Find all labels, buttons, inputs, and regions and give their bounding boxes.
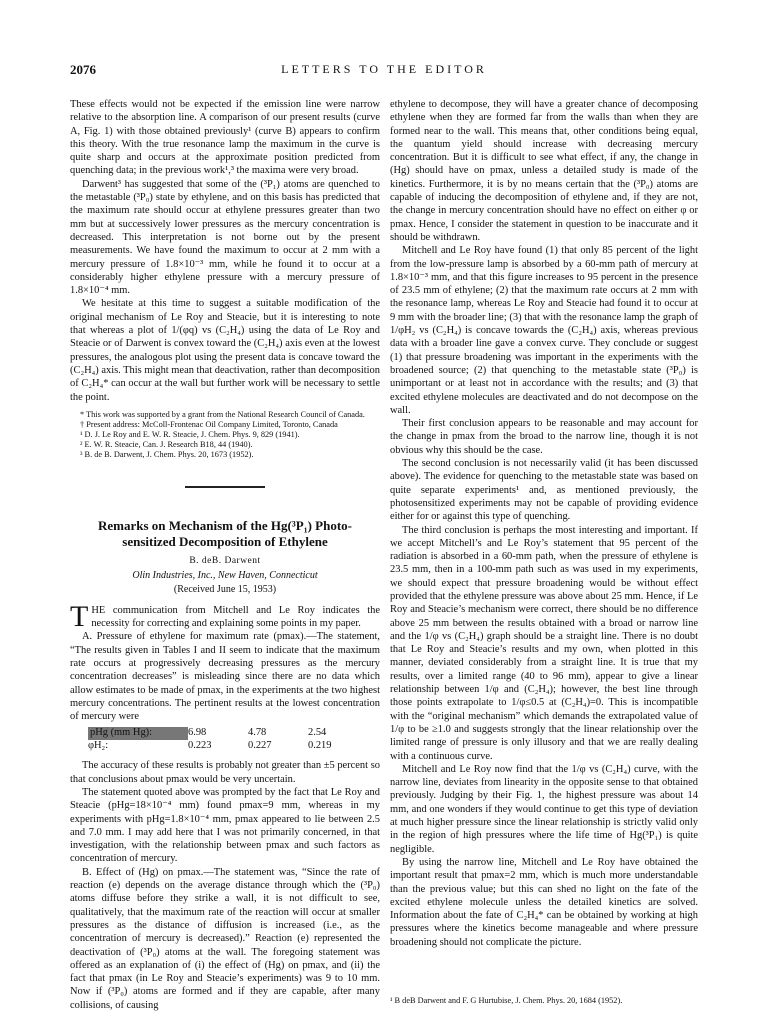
body-paragraph: Their first conclusion appears to be reasonable and may account for the change in pmax from the broad to the narrow line, though it is not obvious why this should be the case. [390, 418, 698, 456]
table-cell: 0.227 [248, 739, 272, 751]
right-column [390, 98, 698, 949]
table-label-phiH2: φH₂: [88, 739, 109, 751]
page-header [70, 62, 698, 78]
body-paragraph: Darwent³ has suggested that some of the (³P₁) atoms are quenched to the metastable (³P₀) state by ethylene, and on this basis has predicted that the maximum rate should occur at ethylene pressures greater than two mm but at successively lower pressures as the mercury concentration is decreased. This interpretation is not borne out by the present measurements. We have found the maximum to occur at 2 mm with a mercury pressure of 1.8×10⁻³ mm, while he found it to occur at a considerably higher ethylene pressure with a mercury pressure of 1.8×10⁻⁴ mm. [70, 178, 380, 297]
table-cell: 0.219 [308, 739, 332, 751]
table-row-label [88, 727, 188, 740]
table-cell: 4.78 [248, 727, 267, 739]
article-author: B. deB. Darwent [189, 555, 261, 566]
body-paragraph: The statement quoted above was prompted by the fact that Le Roy and Steacie (pHg=18×10⁻⁴ mm) found pmax=9 mm, whereas in my experiments with pHg=1.8×10⁻⁴ mm, pmax appeared to lie between 2.5 and 7.0 mm. I may add here that I was not primarily concerned, in that investigation, with the relationship between pmax and such factors as concentration of mercury. [70, 786, 380, 865]
section-divider [185, 486, 265, 488]
table-cell: 0.223 [188, 739, 212, 751]
footnote: ¹ D. J. Le Roy and E. W. R. Steacie, J. Chem. Phys. 9, 829 (1941). [80, 429, 300, 439]
body-paragraph: ethylene to decompose, they will have a greater chance of decomposing ethylene when they are formed far from the walls than when they are formed near to the wall. This means that, other conditions being equal, the quantum yield should increase with decreasing mercury concentration. But it is difficult to see what effect, if any, the change in (Hg) should have on pmax, unless a detailed study is made of the kinetics. Furthermore, it is by no means certain that the (³P₀) atoms are capable of inducing the decomposition of ethylene and, if they are not, the change in mercury concentration should have no effect on either φ or pmax. Hence, I consider the statement in question to be inaccurate and it should be withdrawn. [390, 99, 698, 243]
body-paragraph: We hesitate at this time to suggest a suitable modification of the original mechanism of Le Roy and Steacie, but it is interesting to note that whereas a plot of 1/(φq) vs (C₂H₄) using the data of Le Roy and Steacie or of Darwent is convex toward the (C₂H₄) axis even at the lowest pressures, the analogous plot using the present data is concave toward the (C₂H₄) axis. This might mean that deactivation, rather than decomposition of C₂H₄* can occur at the wall but further work will be necessary to settle the point. [70, 298, 380, 403]
table-label-pHg: pHg (mm Hg): [88, 727, 188, 740]
footnote: ² E. W. R. Steacie, Can. J. Research B18, 44 (1940). [80, 439, 253, 449]
results-table [88, 727, 380, 752]
intro-text: HE communication from Mitchell and Le Roy indicates the necessity for correcting and explaining some points in my paper. [91, 604, 380, 630]
received-date: (Received June 15, 1953) [173, 584, 277, 596]
body-paragraph: The second conclusion is not necessarily valid (it has been discussed above). The evidence for quenching to the metastable state was based on quite separate experiments¹ and, as mentioned previously, the photosensitized experiments may not be capable of providing evidence either for or against this type of quenching. [390, 458, 698, 523]
footnote: ³ B. de B. Darwent, J. Chem. Phys. 20, 1673 (1952). [80, 449, 254, 459]
body-paragraph: These effects would not be expected if the emission line were narrow relative to the absorption line. A comparison of our present results (curve A, Fig. 1) with those obtained previously¹ (curve B) appears to confirm this theory. With the true resonance lamp the maximum in the curve is quite sharp and occurs at the approximate position predicted from quenching data; in the previous work¹,³ the maxima were very broad. [70, 99, 380, 177]
body-paragraph: B. Effect of (Hg) on pmax.—The statement was, “Since the rate of reaction (e) depends on the average distance through which the (³P₀) atoms diffuse before they strike a wall, it is not difficult to see, qualitatively, that the maximum rate of the reaction will occur at smaller pressures as the distance of diffusion is increased (i.e., as the concentration of mercury is decreased).” Reaction (e) represented the deactivation of (³P₀) atoms at the wall. The foregoing statement was offered as an explanation of (i) the effect of (Hg) on pmax, and (ii) the fact that pmax (in Le Roy and Steacie’s experiments) was 9 to 10 mm. Now if (³P₀) atoms are formed and if they are capable, after many collisions, of causing [70, 866, 380, 1011]
footnote: † Present address: McColl-Frontenac Oil Company Limited, Toronto, Canada [80, 419, 338, 429]
table-cell: 2.54 [308, 727, 327, 739]
article-affiliation: Olin Industries, Inc., New Haven, Connecticut [132, 570, 318, 582]
intro-paragraph [70, 599, 380, 633]
drop-cap: T [70, 599, 89, 633]
article-title: Remarks on Mechanism of the Hg(³P₁) Photo-sensitized Decomposition of Ethylene [97, 517, 353, 549]
running-title: LETTERS TO THE EDITOR [281, 62, 487, 76]
body-paragraph: Mitchell and Le Roy have found (1) that only 85 percent of the light from the low-pressure lamp is absorbed by a 60-mm path of mercury at 1.8×10⁻³ mm, and that this figure increases to 95 percent in the presence of 23.5 mm of ethylene; (2) that the maximum rate occurs at 2 mm with the resonance lamp, whereas Le Roy and Steacie had found it to occur at 9 mm with the broader line; (3) that with the resonance lamp the graph of 1/φH₂ vs (C₂H₄) is concave towards the (C₂H₄) axis, whereas previous data with a broader line gave a convex curve. They conclude or suggest (1) that pressure broadening was important in the experiments with the broadened source; (2) that quenching to the metastable state (³P₀) is unimportant or at least not in accordance with the results; and (3) that excited ethylene molecules are deactivated and do not decompose on the wall. [390, 245, 698, 416]
body-paragraph: A. Pressure of ethylene for maximum rate (pmax).—The statement, “The results given in Tables I and II seem to indicate that the maximum rate occurs at progressively decreasing pressures as the mercury concentration decreases” is misleading since there are no data which allow estimates to be made of pmax, in the experiments at the two highest mercury concentrations. The pertinent results at the lowest concentration of mercury were [70, 631, 380, 723]
body-paragraph: By using the narrow line, Mitchell and Le Roy have obtained the important result that pmax=2 mm, which is much more understandable than the previous value; but this can shed no light on the fate of the excited ethylene molecule unless the detailed kinetics are solved. Information about the fate of C₂H₄* can be obtained by working at high pressures where the kinetics become manageable and where pressure broadening should not complicate the picture. [390, 856, 698, 948]
left-column [70, 98, 380, 1012]
body-paragraph: Mitchell and Le Roy now find that the 1/φ vs (C₂H₄) curve, with the narrow line, deviates from linearity in the opposite sense to that obtained previously. Judging by their Fig. 1, the highest pressure was about 14 mm, and one wonders if they would continue to get this type of deviation at much higher pressure since the linear relationship is strictly valid only in the region of high pressures where the life time of Hg(³P₁) is quite negligible. [390, 763, 698, 855]
body-paragraph: The accuracy of these results is probably not greater than ±5 percent so that conclusions about pmax would be very uncertain. [70, 760, 380, 785]
body-paragraph: The third conclusion is perhaps the most interesting and important. If we accept Mitchell’s and Le Roy’s statement that 95 percent of the radiation is absorbed in a 60-mm path, when the pressure of ethylene is 23.5 mm, then in a 100-mm path such as was used in my experiments, we should expect that pressure broadening would be without effect provided that the ethylene pressure was above about 25 mm. Hence, if Le Roy and Steacie’s mechanism were correct, there should be no difference above 25 mm between the results obtained with a broad or narrow line and the 1/φ vs (C₂H₄) graph should be a straight line. There is no doubt that Le Roy and Steacie’s results and my own, when plotted in this manner, deviated considerably from a straight line. It is true that my results, over a limited range (40 to 96 mm), appear to give a linear relationship between 1/φ and (C₂H₄); however, the best line through those points extrapolate to 1/φ≤0.5 at (C₂H₄)=0. This is incompatible with the “original mechanism” which demands the extrapolated value of 1/φ to be ≥1.0 and suggests strongly that the linear relationship over the limited range of pressure is only illusory and that we are really dealing with a continuous curve. [390, 524, 698, 762]
footnotes [70, 410, 380, 460]
right-footnote: ¹ B deB Darwent and F. G Hurtubise, J. Chem. Phys. 20, 1684 (1952). [390, 996, 623, 1005]
table-cell: 6.98 [188, 727, 207, 739]
page-number: 2076 [70, 62, 96, 77]
footnote: * This work was supported by a grant from the National Research Council of Canada. [80, 409, 365, 419]
